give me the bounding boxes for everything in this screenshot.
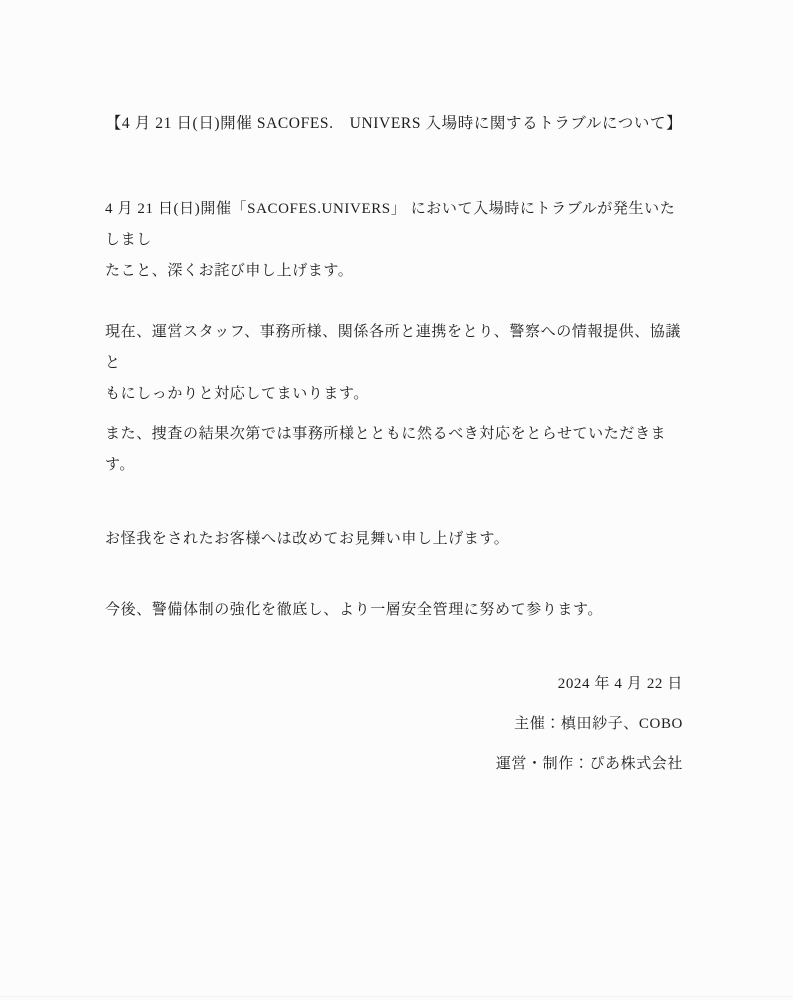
signature-date: 2024 年 4 月 22 日 (557, 676, 683, 692)
signature-organizer: 主催：槙田紗子、COBO (514, 716, 683, 732)
paragraph-response (105, 317, 683, 410)
notice-title: 【4 月 21 日(日)開催 SACOFES. UNIVERS 入場時に関するトラブルについて】 (105, 115, 683, 132)
paragraph-line: また、捜査の結果次第では事務所様とともに然るべき対応をとらせていただきます。 (105, 426, 667, 473)
signature-production: 運営・制作：ぴあ株式会社 (495, 756, 683, 772)
paragraph-investigation (105, 419, 683, 481)
paragraph-line: 現在、運営スタッフ、事務所様、関係各所と連携をとり、警察への情報提供、協議と (105, 324, 682, 371)
paragraph-line: もにしっかりと対応してまいります。 (105, 386, 370, 402)
paragraph-line: 4 月 21 日(日)開催「SACOFES.UNIVERS」 において入場時にトラブルが発生いたしまし (105, 201, 676, 248)
paragraph-line: 今後、警備体制の強化を徹底し、より一層安全管理に努めて参ります。 (105, 602, 604, 618)
paragraph-injured-guests (105, 524, 683, 555)
page-bottom-edge (0, 996, 793, 997)
paragraph-line: お怪我をされたお客様へは改めてお見舞い申し上げます。 (105, 531, 510, 547)
paragraph-apology (105, 194, 683, 287)
paragraph-line: たこと、深くお詫び申し上げます。 (105, 263, 354, 279)
paragraph-future-measures (105, 595, 683, 626)
signature-block (105, 669, 683, 780)
